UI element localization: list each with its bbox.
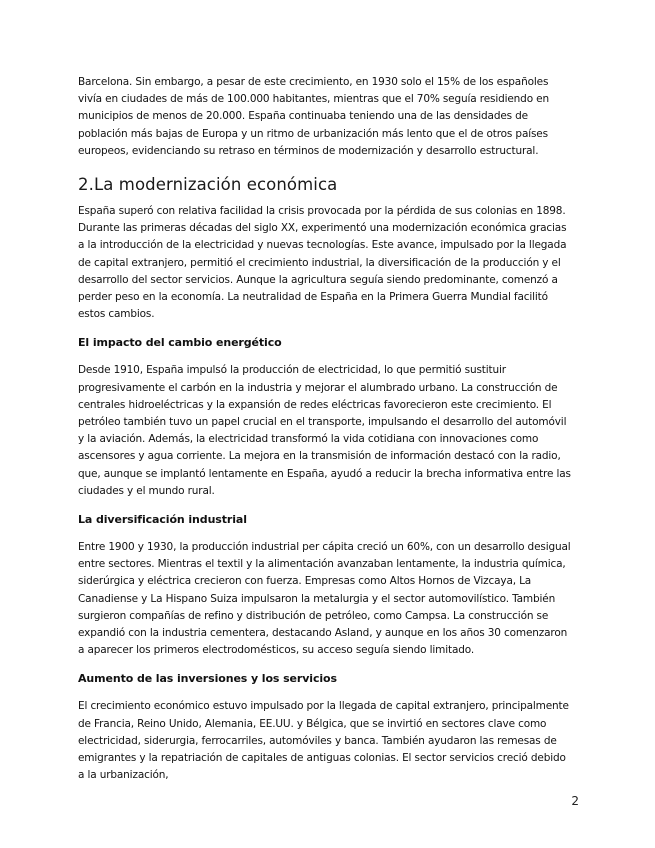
subsection-body-energy: Desde 1910, España impulsó la producción de electricidad, lo que permitió sustituir progresivamente el carbón en la industria y mejorar el alumbrado urbano. La construcción de centrales hidroeléctricas y la expansión de redes eléctricas favorecieron este crecimiento. El petróleo también tuvo un papel crucial en el transporte, impulsando el desarrollo del automóvil y la aviación. Además, la electricidad transformó la vida cotidiana con innovaciones como ascensores y agua corriente. La mejora en la transmisión de información destacó con la radio, que, aunque se implantó lentamente en España, ayudó a reducir la brecha informativa entre las ciudades y el mundo rural. [78,364,571,497]
subsection-body-investments: El crecimiento económico estuvo impulsado por la llegada de capital extranjero, principalmente de Francia, Reino Unido, Alemania, EE.UU. y Bélgica, que se invirtió en sectores clave como electricidad, siderurgia, ferrocarriles, automóviles y banca. También ayudaron las remesas de emigrantes y la repatriación de capitales de antiguas colonias. El sector servicios creció debido a la urbanización, [78,700,569,782]
subsection-heading-industry: La diversificación industrial [78,513,247,527]
section-intro-paragraph: España superó con relativa facilidad la crisis provocada por la pérdida de sus colonias en 1898. Durante las primeras décadas del siglo XX, experimentó una modernización económica gracias a la introducción de la electricidad y nuevas tecnologías. Este avance, impulsado por la llegada de capital extranjero, permitió el crecimiento industrial, la diversificación de la producción y el desarrollo del sector servicios. Aunque la agricultura seguía siendo predominante, comenzó a perder peso en la economía. La neutralidad de España en la Primera Guerra Mundial facilitó estos cambios. [78,205,567,321]
document-page [78,74,574,785]
page-number: 2 [571,794,579,808]
section-title: 2.La modernización económica [78,175,338,195]
subsection-body-industry: Entre 1900 y 1930, la producción industrial per cápita creció un 60%, con un desarrollo desigual entre sectores. Mientras el textil y la alimentación avanzaban lentamente, la industria química, siderúrgica y eléctrica crecieron con fuerza. Empresas como Altos Hornos de Vizcaya, La Canadiense y La Hispano Suiza impulsaron la metalurgia y el sector automovilístico. También surgieron compañías de refino y distribución de petróleo, como Campsa. La construcción se expandió con la industria cementera, destacando Asland, y aunque en los años 30 comenzaron a aparecer los primeros electrodomésticos, su acceso seguía siendo limitado. [78,541,571,657]
continuation-paragraph: Barcelona. Sin embargo, a pesar de este crecimiento, en 1930 solo el 15% de los españoles vivía en ciudades de más de 100.000 habitantes, mientras que el 70% seguía residiendo en municipios de menos de 20.000. España continuaba teniendo una de las densidades de población más bajas de Europa y un ritmo de urbanización más lento que el de otros países europeos, evidenciando su retraso en términos de modernización y desarrollo estructural. [78,76,549,157]
subsection-heading-energy: El impacto del cambio energético [78,336,282,350]
subsection-heading-investments: Aumento de las inversiones y los servicios [78,672,337,686]
